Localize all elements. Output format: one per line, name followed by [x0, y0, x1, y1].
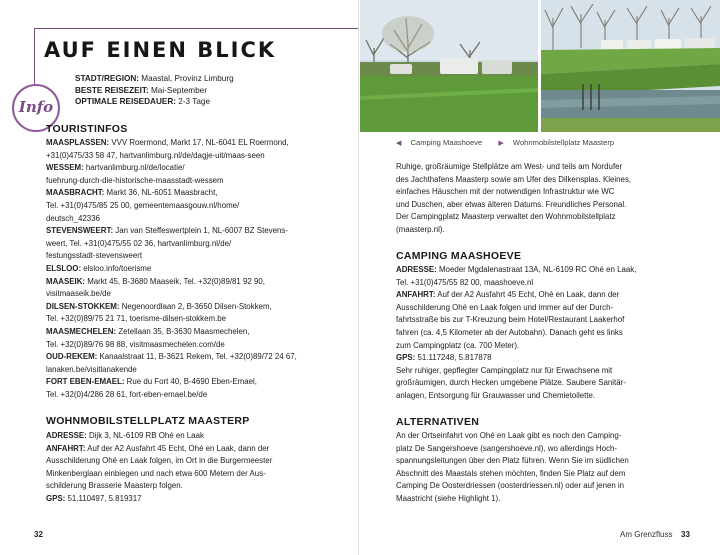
- camping-gps: GPS: 51.117248, 5.817878: [396, 353, 492, 363]
- photo-wohnmobilstellplatz-maasterp: [541, 0, 720, 132]
- page-number-right: 33: [681, 530, 690, 539]
- touristinfo-maasmechelen: MAASMECHELEN: Zetellaan 35, B-3630 Maasmechelen, Tel. +32(0)89/76 98 88, visitmaasmechelen.com/de: [46, 326, 250, 349]
- womo-details: [46, 430, 356, 506]
- fact-duration: OPTIMALE REISEDAUER: 2-3 Tage: [75, 97, 210, 106]
- fact-season: BESTE REISEZEIT: Mai-September: [75, 85, 207, 95]
- camping-heading: CAMPING MAASHOEVE: [396, 250, 522, 262]
- facts-block: [75, 73, 234, 108]
- alternatives-heading: ALTERNATIVEN: [396, 416, 480, 428]
- camping-address: ADRESSE: Moeder Mgdalenastraat 13A, NL-6109 RC Ohé en Laak, Tel. +31(0)475/55 82 00, maashoeve.nl: [396, 265, 637, 287]
- photo-camping-maashoeve: [360, 0, 538, 132]
- touristinfo-maasplassen: MAASPLASSEN: VVV Roermond, Markt 17, NL-6041 EL Roermond, +31(0)475/33 58 47, hartvanlimburg.nl/de/dagje-uit/maas-seen: [46, 138, 289, 160]
- triangle-left-icon: ◀: [396, 140, 402, 147]
- fact-region: STADT/REGION: Maastal, Provinz Limburg: [75, 74, 234, 83]
- womo-heading: WOHNMOBILSTELLPLATZ MAASTERP: [46, 415, 250, 427]
- touristinfo-maaseik: MAASEIK: Markt 45, B-3680 Maaseik, Tel. +32(0)89/81 92 90, visitmaaseik.be/de: [46, 276, 265, 299]
- left-page: [0, 0, 359, 555]
- right-page: [358, 0, 720, 555]
- page-title: AUF EINEN BLICK: [44, 38, 277, 62]
- intro-paragraph: Ruhige, großräumige Stellplätze am West- und teils am Nordufer des Jachthafens Maasterp sowie am Ufer des Dilkensplas. Kleines, einfaches Häuschen mit der notwendigen Infrastruktur wie WC und Duschen, aber etwas älteren Datums. Freundliches Personal. Der Campingplatz Maasterp verwaltet den Wohnmobilstellplatz (maasterp.nl).: [396, 162, 632, 234]
- page-number-left: 32: [34, 530, 43, 539]
- camping-directions: ANFAHRT: Auf der A2 Ausfahrt 45 Echt, Ohé en Laak, dann der Ausschilderung Ohé en Laak folgen und immer auf der Durch- fahrtsstraße bis zur T-Kreuzung beim Hotel/Restaurant Laakerhof fahren (ca. 4,5 Kilometer ab der Autobahn). Danach geht es links zum Campingplatz (ca. 700 Meter).: [396, 290, 625, 350]
- touristinfos-heading: TOURISTINFOS: [46, 123, 128, 135]
- womo-directions: ANFAHRT: Auf der A2 Ausfahrt 45 Echt, Ohé en Laak, dann der Ausschilderung Ohé en Laak folgen, im Ort in die Burgermeester Minkenberglaan einbiegen und nach etwa 600 Metern der Aus- schilderung Brasserie Maasterp folgen.: [46, 443, 273, 491]
- frame-line-left: [34, 28, 35, 88]
- womo-address: ADRESSE: Dijk 3, NL-6109 RB Ohé en Laak: [46, 431, 204, 440]
- frame-line-top: [34, 28, 358, 29]
- alternatives-paragraph: An der Ortseinfahrt von Ohé en Laak gibt es noch den Camping- platz De Sangershoeve (sangershoeve.nl), wo allerdings Hoch- spannungsleitungen über den Platz führen. Wenn Sie im südlichen Abschnitt des Maastals stehen möchten, finden Sie Platz auf dem Camping De Oosterdriessen (oosterdriessen.nl) oder auf jenen in Maastricht (siehe Highlight 1).: [396, 431, 629, 503]
- camping-description: Sehr ruhiger, gepflegter Campingplatz nur für Erwachsene mit großräumigen, durch Hecken umgebene Plätze. Saubere Sanitär- anlagen, Entsorgung für Grauwasser und Chemietoilette.: [396, 365, 626, 400]
- camping-details: [396, 264, 714, 403]
- photo-captions: [396, 138, 628, 147]
- touristinfo-wessem: WESSEM: hartvanlimburg.nl/de/locatie/ fuehrung-durch-die-historische-maasstadt-wessem: [46, 163, 224, 185]
- womo-gps: GPS: 51.110497, 5.819317: [46, 493, 142, 503]
- caption-left: ◀ Camping Maashoeve: [396, 138, 483, 147]
- touristinfo-oud-rekem: OUD-REKEM: Kanaalstraat 11, B-3621 Rekem, Tel. +32(0)89/72 24 67, lanaken.be/visitlanakende: [46, 352, 297, 374]
- caption-right: ▶ Wohnmobilstellplatz Maasterp: [498, 138, 615, 147]
- touristinfo-elsloo: ELSLOO: elsloo.info/toerisme: [46, 263, 152, 273]
- touristinfo-fort-eben-emael: FORT EBEN-EMAEL: Rue du Fort 40, B-4690 Eben-Emael, Tel. +32(0)4/286 28 61, fort-eben-emael.be/de: [46, 377, 257, 399]
- touristinfo-maasbracht: MAASBRACHT: Markt 36, NL-6051 Maasbracht, Tel. +31(0)475/85 25 00, gemeentemaasgouw.nl/home/ deutsch_42336: [46, 188, 240, 223]
- footer-section-label: Am Grenzfluss: [620, 530, 673, 539]
- triangle-right-icon: ▶: [498, 140, 504, 147]
- info-badge-label: Info: [18, 98, 54, 116]
- touristinfos-list: [46, 137, 356, 401]
- touristinfo-stevensweert: STEVENSWEERT: Jan van Steffeswertplein 1, NL-6007 BZ Stevens- weert, Tel. +31(0)475/55 02 36, hartvanlimburg.nl/de/ festungsstadt-stevensweert: [46, 226, 288, 261]
- touristinfo-dilsen-stokkem: DILSEN-STOKKEM: Negenoordlaan 2, B-3650 Dilsen-Stokkem, Tel. +32(0)89/75 21 71, toerisme-dilsen-stokkem.be: [46, 301, 272, 324]
